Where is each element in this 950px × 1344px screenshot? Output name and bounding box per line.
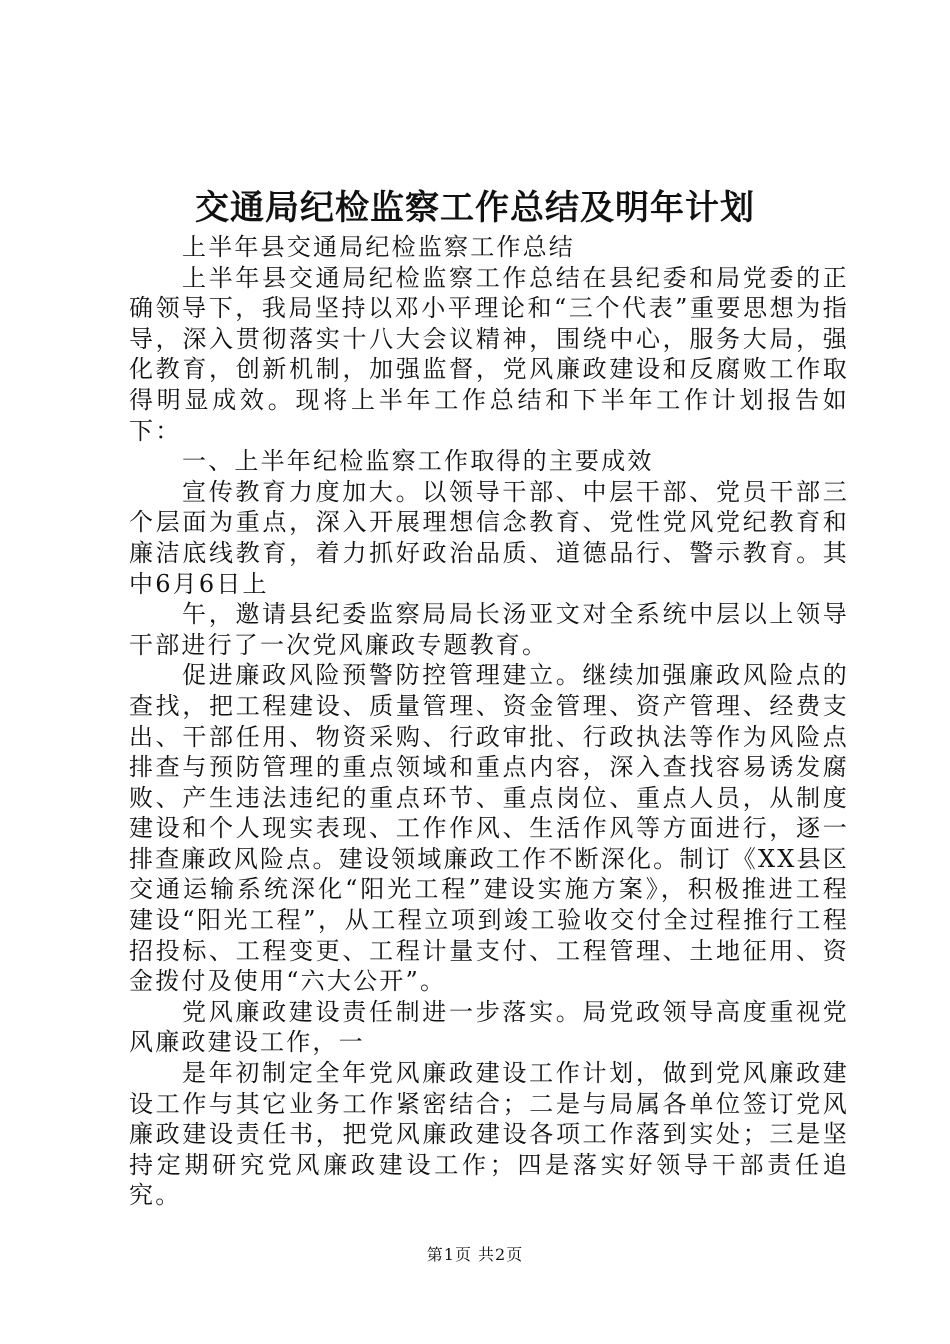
page-footer: 第1页 共2页 bbox=[426, 1245, 524, 1264]
document-title: 交通局纪检监察工作总结及明年计划 bbox=[195, 188, 755, 228]
paragraph-education: 宣传教育力度加大。以领导干部、中层干部、党员干部三个层面为重点，深入开展理想信念教育、党性党风党纪教育和廉洁底线教育，着力抓好政治品质、道德品行、警示教育。其中6月6日上 bbox=[129, 477, 849, 598]
document-body bbox=[129, 232, 849, 1211]
paragraph-education-continued: 午，邀请县纪委监察局局长汤亚文对全系统中层以上领导干部进行了一次党风廉政专题教育。 bbox=[129, 600, 849, 659]
paragraph-subtitle: 上半年县交通局纪检监察工作总结 bbox=[182, 233, 575, 261]
paragraph-section-heading: 一、上半年纪检监察工作取得的主要成效 bbox=[182, 447, 654, 476]
paragraph-risk-control: 促进廉政风险预警防控管理建立。继续加强廉政风险点的查找，把工程建设、质量管理、资金管理、资产管理、经费支出、干部任用、物资采购、行政审批、行政执法等作为风险点排查与预防管理的重点领域和重点内容，深入查找容易诱发腐败、产生违法违纪的重点环节、重点岗位、重点人员，从制度建设和个人现实表现、工作作风、生活作风等方面进行，逐一排查廉政风险点。建设领域廉政工作不断深化。制订《XX县区交通运输系统深化“阳光工程”建设实施方案》，积极推进工程建设“阳光工程”，从工程立项到竣工验收交付全过程推行工程招投标、工程变更、工程计量支付、工程管理、土地征用、资金拨付及使用“六大公开”。 bbox=[129, 661, 849, 996]
paragraph-responsibility-continued: 是年初制定全年党风廉政建设工作计划，做到党风廉政建设工作与其它业务工作紧密结合；二是与局属各单位签订党风廉政建设责任书，把党风廉政建设各项工作落到实处；三是坚持定期研究党风廉政建设工作；四是落实好领导干部责任追究。 bbox=[129, 1059, 849, 1210]
paragraph-responsibility: 党风廉政建设责任制进一步落实。局党政领导高度重视党风廉政建设工作，一 bbox=[129, 997, 849, 1057]
paragraph-intro: 上半年县交通局纪检监察工作总结在县纪委和局党委的正确领导下，我局坚持以邓小平理论和“三个代表”重要思想为指导，深入贯彻落实十八大会议精神，围绕中心，服务大局，强化教育，创新机制，加强监督，党风廉政建设和反腐败工作取得明显成效。现将上半年工作总结和下半年工作计划报告如下： bbox=[129, 263, 849, 445]
